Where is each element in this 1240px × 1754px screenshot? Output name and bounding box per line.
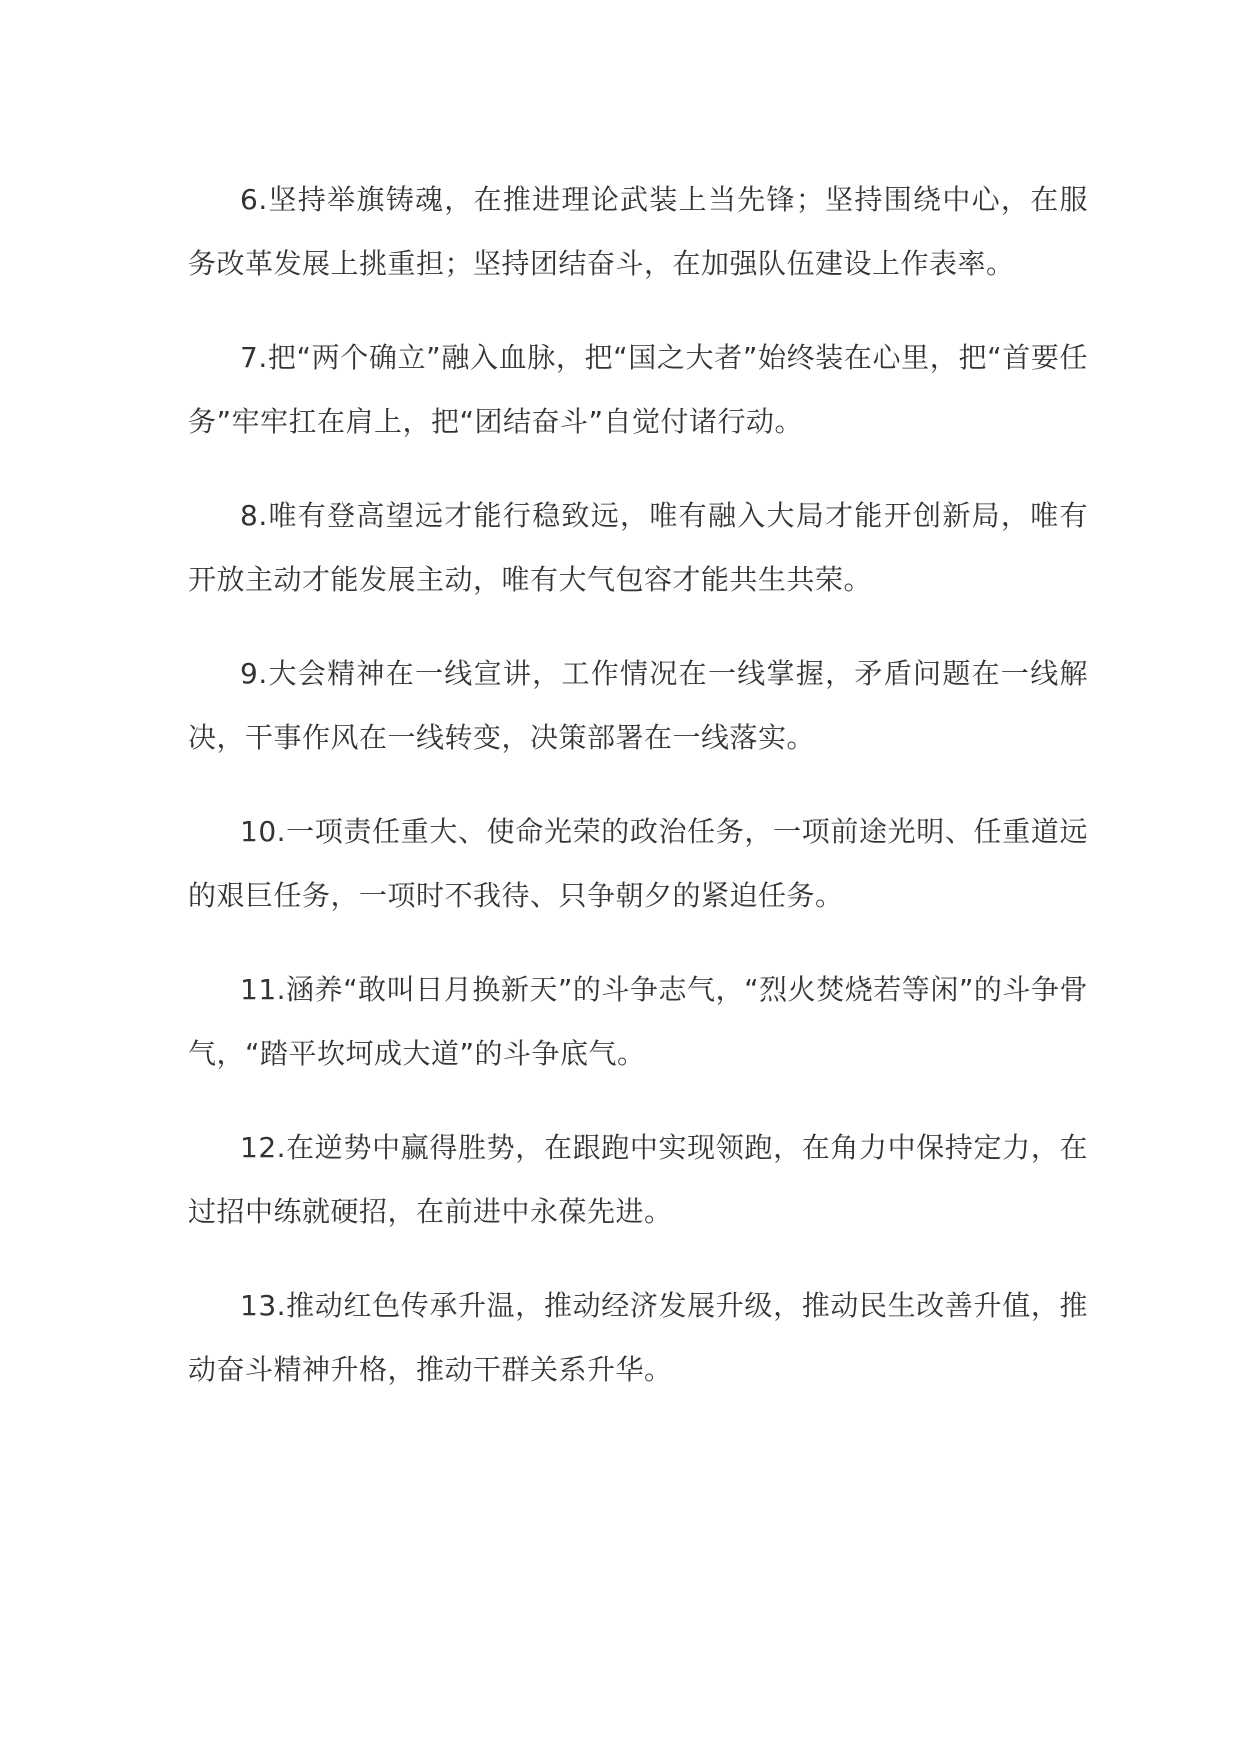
paragraph-6: 6.坚持举旗铸魂，在推进理论武装上当先锋；坚持围绕中心，在服务改革发展上挑重担；坚持团结奋斗，在加强队伍建设上作表率。: [188, 183, 1088, 280]
paragraph-7: 7.把“两个确立”融入血脉，把“国之大者”始终装在心里，把“首要任务”牢牢扛在肩上，把“团结奋斗”自觉付诸行动。: [188, 341, 1088, 438]
paragraph-9: 9.大会精神在一线宣讲，工作情况在一线掌握，矛盾问题在一线解决，干事作风在一线转变，决策部署在一线落实。: [188, 657, 1088, 754]
paragraph-12: 12.在逆势中赢得胜势，在跟跑中实现领跑，在角力中保持定力，在过招中练就硬招，在前进中永葆先进。: [188, 1131, 1088, 1228]
paragraph-11: 11.涵养“敢叫日月换新天”的斗争志气，“烈火焚烧若等闲”的斗争骨气，“踏平坎坷成大道”的斗争底气。: [188, 973, 1088, 1070]
paragraph-8: 8.唯有登高望远才能行稳致远，唯有融入大局才能开创新局，唯有开放主动才能发展主动，唯有大气包容才能共生共荣。: [188, 499, 1088, 596]
paragraph-13: 13.推动红色传承升温，推动经济发展升级，推动民生改善升值，推动奋斗精神升格，推动干群关系升华。: [188, 1289, 1088, 1386]
paragraph-10: 10.一项责任重大、使命光荣的政治任务，一项前途光明、任重道远的艰巨任务，一项时不我待、只争朝夕的紧迫任务。: [188, 815, 1088, 912]
document-body: [188, 168, 1088, 1432]
